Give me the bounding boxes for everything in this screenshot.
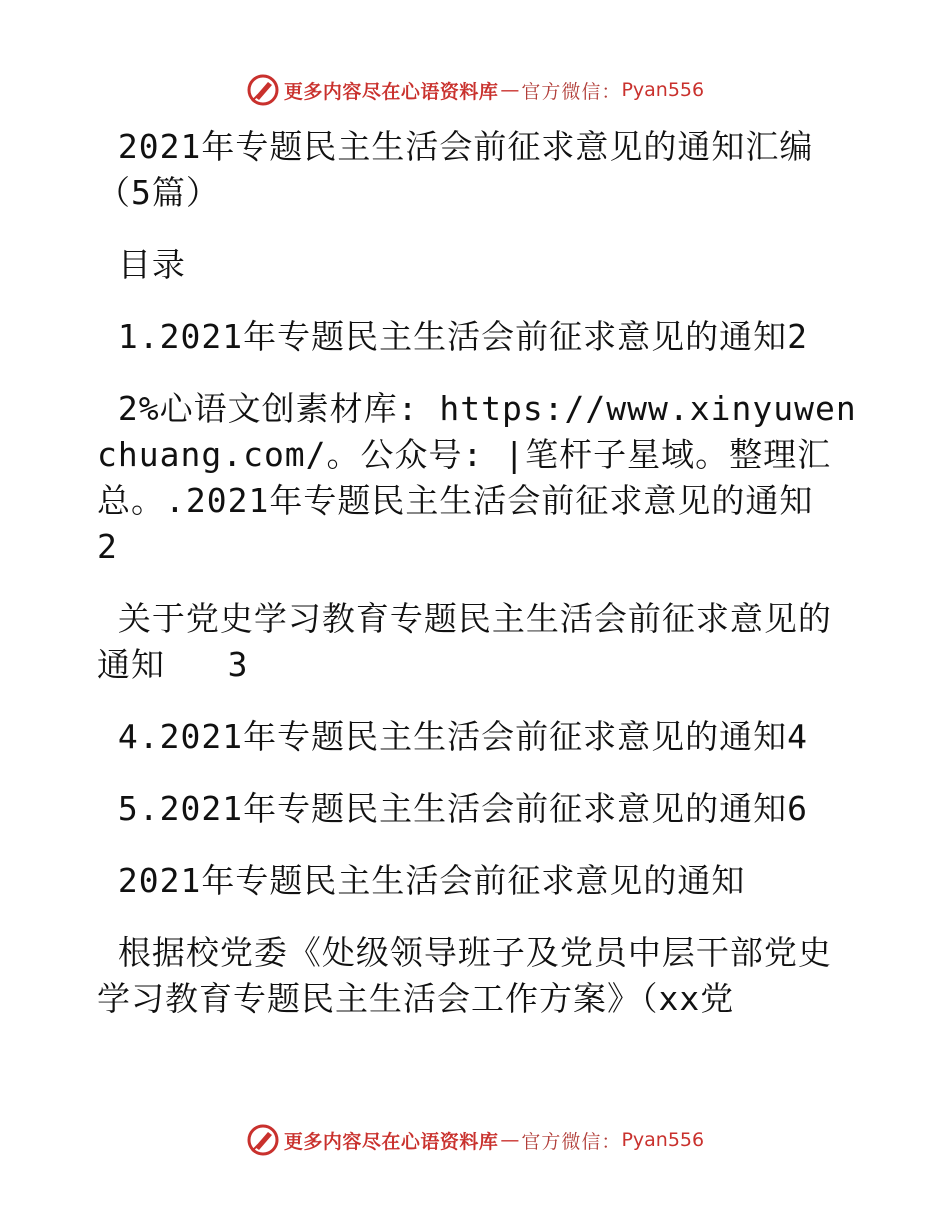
body-paragraph: 根据校党委《处级领导班子及党员中层干部党史学习教育专题民主生活会工作方案》（xx党 bbox=[97, 933, 832, 1018]
brand-logo-icon bbox=[246, 73, 280, 107]
banner-separator: — bbox=[500, 1129, 520, 1151]
banner-separator: — bbox=[500, 79, 520, 101]
banner-wechat-label: 官方微信： bbox=[521, 1130, 622, 1153]
banner-brand: 更多内容尽在心语资料库 bbox=[283, 80, 499, 103]
document-title: 2021年专题民主生活会前征求意见的通知汇编（5篇） bbox=[97, 127, 814, 212]
banner-brand: 更多内容尽在心语资料库 bbox=[283, 1130, 499, 1153]
toc-item: 关于党史学习教育专题民主生活会前征求意见的通知 3 bbox=[97, 599, 832, 684]
brand-logo-icon bbox=[246, 1123, 280, 1157]
toc-item: 4.2021年专题民主生活会前征求意见的通知4 bbox=[97, 717, 808, 756]
toc-item: 2%心语文创素材库: https://www.xinyuwenchuang.com/。公众号: |笔杆子星域。整理汇总。.2021年专题民主生活会前征求意见的通知 2 bbox=[97, 389, 857, 566]
footer-banner bbox=[0, 1120, 950, 1160]
banner-account: Pyan556 bbox=[621, 1129, 705, 1151]
document-content bbox=[97, 124, 857, 1022]
banner-wechat-label: 官方微信： bbox=[521, 80, 622, 103]
header-banner bbox=[0, 70, 950, 110]
toc-item: 1.2021年专题民主生活会前征求意见的通知2 bbox=[97, 317, 808, 356]
toc-heading: 目录 bbox=[97, 245, 186, 284]
section-title: 2021年专题民主生活会前征求意见的通知 bbox=[97, 861, 746, 900]
toc-item: 5.2021年专题民主生活会前征求意见的通知6 bbox=[97, 789, 808, 828]
banner-account: Pyan556 bbox=[621, 79, 705, 101]
